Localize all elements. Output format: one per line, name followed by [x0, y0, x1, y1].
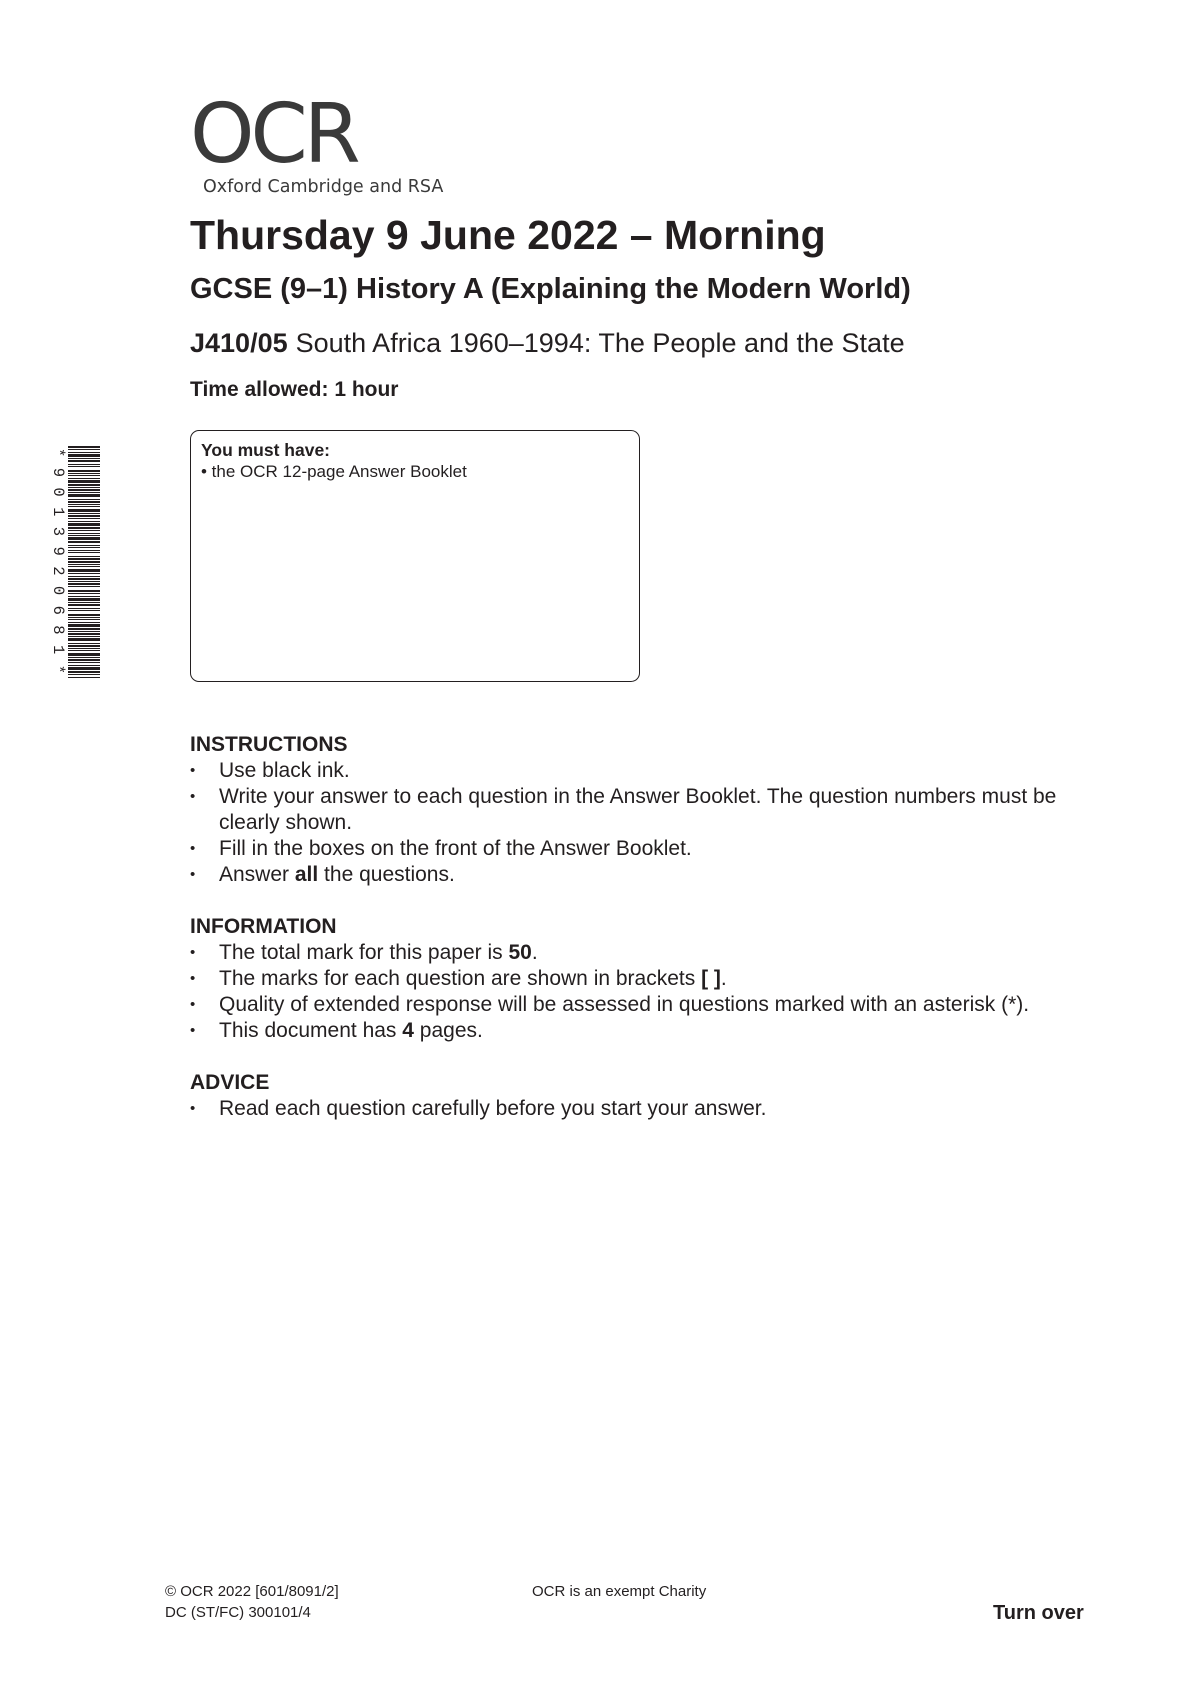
barcode-bar [68, 535, 100, 536]
list-item-text: This document has [219, 1019, 403, 1042]
barcode-bar [68, 667, 100, 670]
must-have-box [190, 430, 640, 682]
barcode-bar [68, 598, 100, 601]
barcode-bar [68, 541, 100, 543]
barcode-bar [68, 558, 100, 560]
barcode-bar [68, 590, 100, 592]
list-item-text: Write your answer to each question in the Answer Booklet. The question numbers must be clearly shown. [219, 785, 1057, 834]
barcode-bar [68, 636, 100, 637]
barcode-bar [68, 614, 100, 616]
barcode-bar [68, 631, 100, 632]
barcode-bar [68, 578, 100, 580]
barcode-bar [68, 665, 100, 666]
list-item [190, 758, 1090, 784]
paper-code: J410/05 [190, 328, 288, 358]
list-item-text: Quality of extended response will be assessed in questions marked with an asterisk (*). [219, 993, 1030, 1016]
barcode-bar [68, 499, 100, 500]
barcode-bar [68, 650, 100, 651]
barcode-bar [68, 547, 100, 548]
barcode-bar [68, 657, 100, 658]
barcode-bar [68, 619, 100, 620]
barcode-bar [68, 576, 100, 577]
barcode-bar [68, 475, 100, 476]
list-item-text: Use black ink. [219, 759, 350, 782]
barcode-bar [68, 638, 100, 641]
barcode-bar [68, 454, 100, 457]
barcode-bar [68, 521, 100, 522]
turn-over-label: Turn over [993, 1602, 1084, 1624]
barcode-bar [68, 566, 100, 567]
list-item-text: . [720, 967, 727, 990]
instructions-list [190, 758, 1090, 888]
barcode-bar [68, 643, 100, 644]
barcode-bar [68, 633, 100, 635]
advice-section [190, 1070, 1090, 1122]
exam-paper [190, 326, 905, 360]
barcode-bar [68, 484, 100, 486]
must-have-item: • the OCR 12-page Answer Booklet [201, 462, 467, 481]
barcode-bar [68, 586, 100, 587]
barcode-bar [68, 596, 100, 597]
list-item [190, 784, 1090, 836]
barcode-bar [68, 489, 100, 491]
information-section [190, 914, 1090, 1044]
barcode-bar [68, 545, 100, 546]
barcode-bar [68, 550, 100, 551]
list-item [190, 992, 1090, 1018]
barcode-bar [68, 662, 100, 663]
barcode-bar [68, 470, 100, 472]
barcode-bar [68, 460, 100, 462]
barcode-bar [68, 624, 100, 627]
information-heading: INFORMATION [190, 915, 337, 938]
barcode-bar [68, 478, 100, 479]
barcode-bar [68, 674, 100, 675]
barcode-bar [68, 494, 100, 497]
barcode-bar [68, 677, 100, 678]
list-item-emphasis: all [294, 863, 319, 886]
barcode-bar [68, 530, 100, 531]
barcode-bar [68, 617, 100, 618]
barcode-digits: *9013920681* [49, 448, 67, 674]
list-item-text: the questions. [318, 863, 455, 886]
barcode-bar [68, 458, 100, 459]
barcode-bar [68, 593, 100, 594]
list-item [190, 1096, 1090, 1122]
barcode-bar [68, 509, 100, 512]
barcode-bar [68, 610, 100, 611]
advice-heading: ADVICE [190, 1071, 270, 1094]
barcode-bar [68, 504, 100, 505]
logo-wordmark: OCR [190, 87, 357, 182]
barcode-bar [68, 515, 100, 517]
advice-list [190, 1096, 1090, 1122]
instructions-heading: INSTRUCTIONS [190, 733, 348, 756]
barcode-bar [68, 628, 100, 630]
barcode-bar [68, 513, 100, 514]
list-item-text: . [531, 941, 538, 964]
barcode-bar [68, 556, 100, 557]
barcode-bar [68, 671, 100, 673]
barcode-bar [68, 645, 100, 647]
list-item-emphasis: 4 [402, 1019, 414, 1042]
barcode-bar [68, 446, 100, 448]
barcode-bar [68, 561, 100, 563]
list-item-text: pages. [413, 1019, 483, 1042]
barcode-bar [68, 466, 100, 467]
barcode-bar [68, 527, 100, 529]
paper-title: South Africa 1960–1994: The People and the State [295, 328, 905, 358]
barcode-bar [68, 602, 100, 603]
list-item-text: The marks for each question are shown in brackets [219, 967, 702, 990]
barcode-bar [68, 480, 100, 483]
barcode-bar [68, 648, 100, 649]
barcode-bar [68, 659, 100, 661]
must-have-title: You must have: [201, 440, 331, 460]
list-item-emphasis: [ ] [701, 967, 721, 990]
list-item-text: The total mark for this paper is [219, 941, 509, 964]
barcode-bar [68, 506, 100, 507]
logo-tagline: Oxford Cambridge and RSA [203, 177, 444, 197]
barcode-bar [68, 537, 100, 540]
barcode-bar [68, 487, 100, 488]
barcode-bar [68, 533, 100, 534]
barcode-bar [68, 583, 100, 585]
footer-left [165, 1581, 339, 1623]
barcode-bar [68, 653, 100, 656]
list-item [190, 1018, 1090, 1044]
barcode-bar [68, 523, 100, 526]
barcode-bar [68, 501, 100, 503]
list-item-text: Fill in the boxes on the front of the Answer Booklet. [219, 837, 692, 860]
list-item [190, 862, 1090, 888]
barcode-bar [68, 604, 100, 606]
list-item [190, 836, 1090, 862]
barcode-bar [68, 569, 100, 572]
barcode-bar [68, 464, 100, 465]
ocr-logo [190, 87, 450, 197]
list-item-text: Answer [219, 863, 295, 886]
barcode-bar [68, 492, 100, 493]
barcode-bar [68, 564, 100, 565]
barcode-bar [68, 608, 100, 609]
list-item [190, 940, 1090, 966]
document-code: DC (ST/FC) 300101/4 [165, 1604, 311, 1621]
barcode-bar [68, 449, 100, 450]
information-list [190, 940, 1090, 1044]
barcode-bar [68, 518, 100, 519]
exam-date: Thursday 9 June 2022 – Morning [190, 212, 826, 258]
barcode-bar [68, 573, 100, 574]
barcode-bar [68, 473, 100, 474]
exam-subject: GCSE (9–1) History A (Explaining the Modern World) [190, 273, 911, 305]
list-item-text: Read each question carefully before you start your answer. [219, 1097, 767, 1120]
copyright-text: © OCR 2022 [601/8091/2] [165, 1583, 339, 1600]
barcode-bar [68, 622, 100, 623]
barcode-bar [68, 452, 100, 453]
list-item [190, 966, 1090, 992]
list-item-emphasis: 50 [508, 941, 532, 964]
time-allowed: Time allowed: 1 hour [190, 378, 399, 401]
charity-note: OCR is an exempt Charity [532, 1583, 707, 1600]
barcode-bar [68, 552, 100, 553]
barcode-bar [68, 581, 100, 582]
barcode [48, 446, 100, 678]
barcode-bars [68, 446, 100, 678]
instructions-section [190, 732, 1090, 888]
